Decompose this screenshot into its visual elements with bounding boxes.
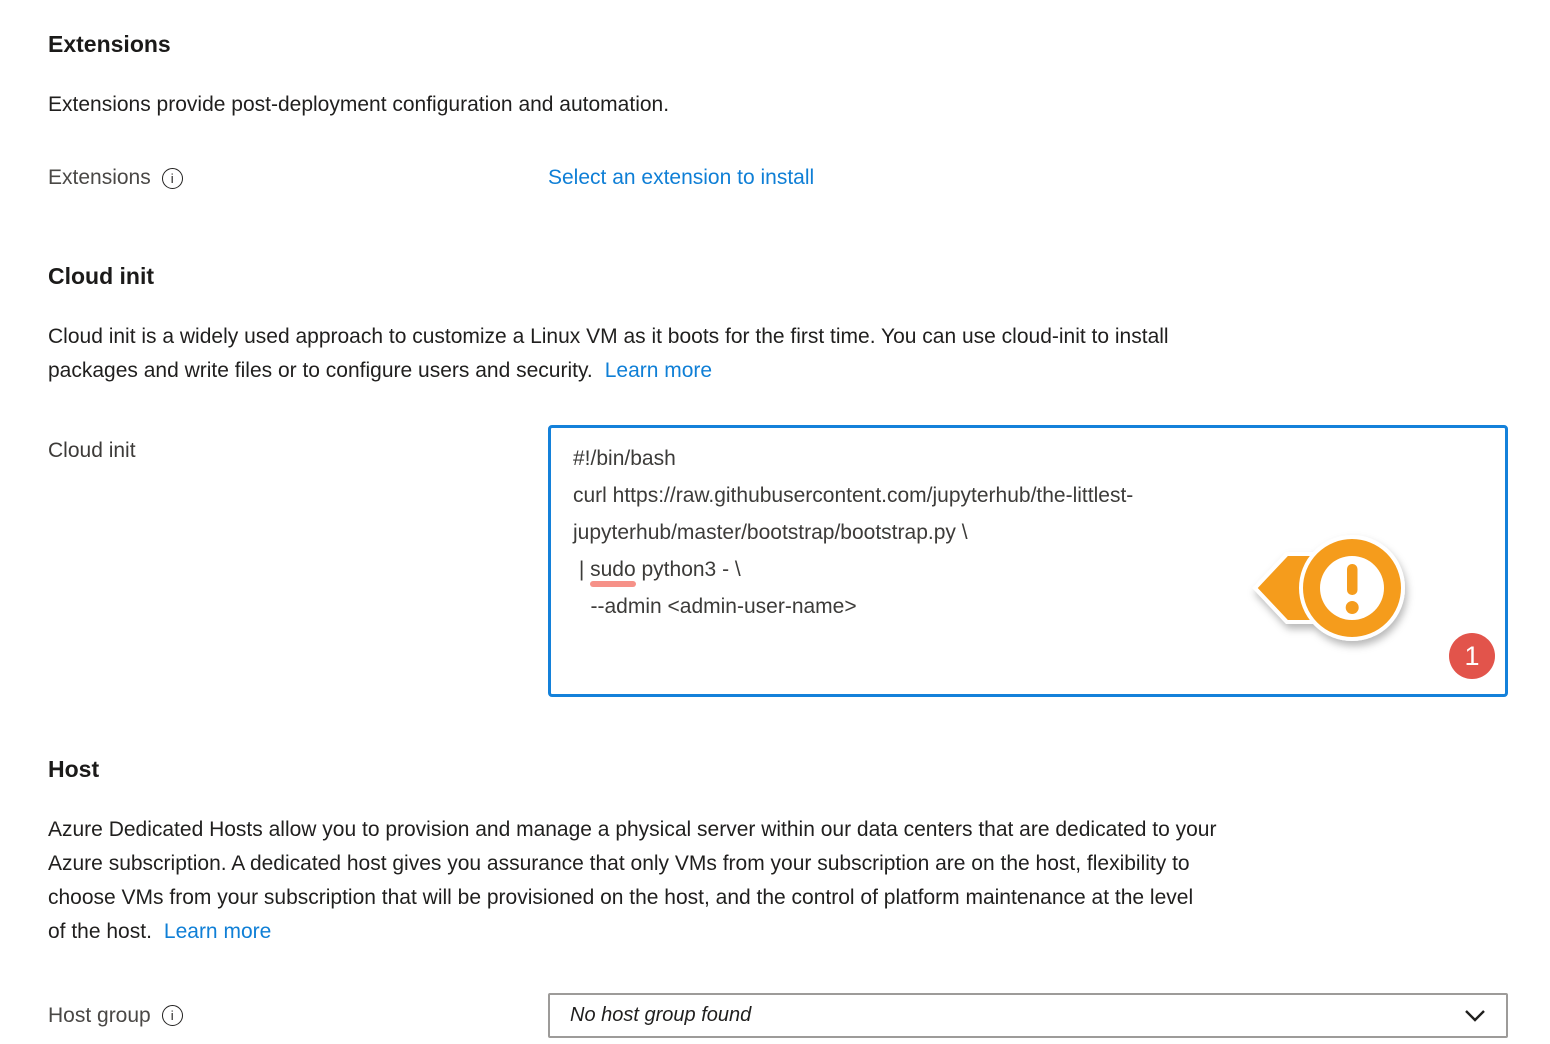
code-line4-suffix: python3 - \ [635, 558, 741, 581]
host-section-description [48, 813, 1508, 949]
info-icon[interactable]: i [162, 1005, 183, 1026]
host-description-line2: Azure subscription. A dedicated host gives you assurance that only VMs from your subscription are on the host, flexibility to [48, 852, 1190, 875]
cloud-init-description-line2-wrap [48, 354, 1508, 388]
extensions-field-label: Extensions [48, 166, 151, 189]
host-learn-more-link[interactable]: Learn more [163, 920, 272, 943]
extensions-field-label-group [48, 166, 548, 190]
info-icon[interactable]: i [162, 168, 183, 189]
misspelled-word-sudo: sudo [590, 558, 636, 581]
annotation-count-badge: 1 [1449, 633, 1495, 679]
host-description-line1: Azure Dedicated Hosts allow you to provision and manage a physical server within our data centers that are dedicated to your [48, 818, 1217, 841]
code-line4-prefix: | [573, 558, 591, 581]
host-description-line4-wrap [48, 915, 1508, 949]
cloud-init-code-line2: curl https://raw.githubusercontent.com/jupyterhub/the-littlest- [573, 484, 1134, 507]
host-group-dropdown[interactable] [548, 993, 1508, 1038]
host-group-field-label-group [48, 1004, 548, 1028]
extensions-field-row [48, 166, 1508, 190]
host-description-line3: choose VMs from your subscription that will be provisioned on the host, and the control of platform maintenance at the level [48, 886, 1194, 909]
cloud-init-section-title: Cloud init [48, 263, 155, 289]
host-group-field-label: Host group [48, 1003, 151, 1027]
extensions-section-description: Extensions provide post-deployment configuration and automation. [48, 93, 670, 116]
cloud-init-textarea[interactable] [548, 425, 1508, 697]
host-group-field-row [48, 993, 1508, 1038]
cloud-init-code-line1: #!/bin/bash [573, 447, 676, 470]
cloud-init-description-line2: packages and write files or to configure users and security. [48, 359, 593, 382]
host-section-title: Host [48, 756, 100, 782]
cloud-init-section-description [48, 320, 1508, 388]
cloud-init-description-line1: Cloud init is a widely used approach to customize a Linux VM as it boots for the first time. You can use cloud-init to install [48, 325, 1169, 348]
cloud-init-field-label: Cloud init [48, 439, 136, 462]
cloud-init-field-label-group [48, 425, 548, 463]
host-group-dropdown-value: No host group found [570, 1004, 752, 1026]
extensions-section-title: Extensions [48, 31, 171, 57]
select-extension-link[interactable]: Select an extension to install [548, 166, 815, 189]
cloud-init-field-row [48, 425, 1508, 697]
cloud-init-code-line4 [573, 551, 1483, 588]
cloud-init-learn-more-link[interactable]: Learn more [604, 359, 713, 382]
host-description-line4: of the host. [48, 920, 152, 943]
cloud-init-code-line5: --admin <admin-user-name> [573, 595, 857, 618]
chevron-down-icon [1464, 1009, 1486, 1022]
cloud-init-code-line3: jupyterhub/master/bootstrap/bootstrap.py \ [573, 521, 968, 544]
